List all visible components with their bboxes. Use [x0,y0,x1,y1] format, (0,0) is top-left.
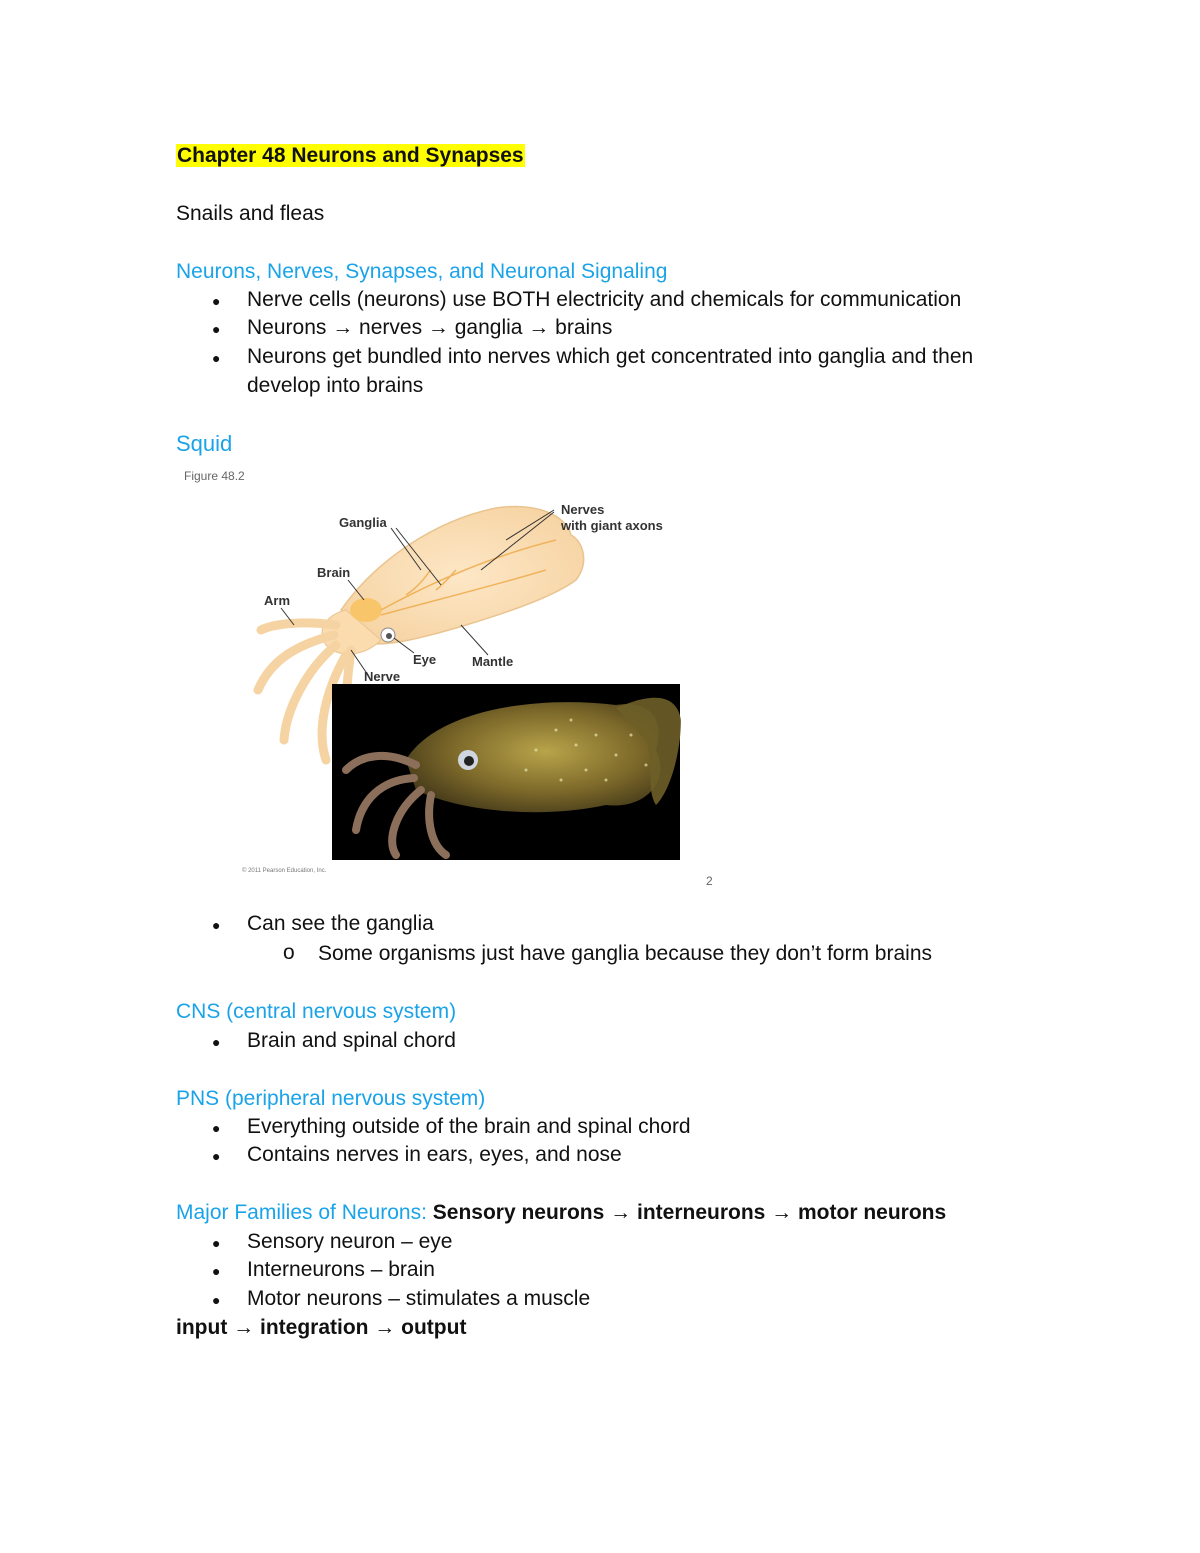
squid-photo-pupil [464,756,474,766]
section-heading-squid: Squid [176,431,233,456]
bullet-icon: ● [212,1148,221,1164]
list-item: Neurons get bundled into nerves which get concentrated into ganglia and then [247,345,974,368]
label-ganglia: Ganglia [339,515,387,530]
subtitle: Snails and fleas [176,202,325,225]
section-heading-pns: PNS (peripheral nervous system) [176,1087,486,1110]
list-item-continuation: develop into brains [247,374,424,397]
sub-list-item: Some organisms just have ganglia because they don’t form brains [318,942,933,965]
slide-page-number: 2 [706,874,713,888]
section-heading-cns: CNS (central nervous system) [176,1000,457,1023]
label-nerve: Nerve [364,669,401,684]
bullet-icon: ● [212,321,221,337]
bullet-icon: ● [212,1263,221,1279]
page-title: Chapter 48 Neurons and Synapses [177,144,524,167]
families-heading-label: Major Families of Neurons: [176,1201,427,1224]
section-heading-families [176,1199,946,1227]
figure-copyright: © 2011 Pearson Education, Inc. [242,868,327,874]
list-item: Can see the ganglia [247,912,434,935]
list-item: Everything outside of the brain and spinal chord [247,1115,691,1138]
list-item: Motor neurons – stimulates a muscle [247,1287,591,1310]
list-item: Brain and spinal chord [247,1029,456,1052]
label-mantle: Mantle [472,654,514,669]
squid-diagram [176,460,760,906]
squid-figure [176,460,760,906]
bullet-icon: ● [212,1120,221,1136]
bullet-icon: ● [212,917,221,933]
summary-line: input → integration → output [176,1316,467,1339]
list-item: Interneurons – brain [247,1258,435,1281]
label-giant-axons: with giant axons [561,518,663,533]
label-arm: Arm [264,593,291,608]
bullet-icon: ● [212,350,221,366]
bullet-icon: ● [212,1235,221,1251]
list-item: Neurons → nerves → ganglia → brains [247,316,613,339]
label-eye: Eye [413,652,437,667]
label-brain: Brain [317,565,351,580]
bullet-icon: ● [212,1292,221,1308]
bullet-icon: ● [212,1034,221,1050]
figure-label: Figure 48.2 [184,469,245,483]
squid-pupil-shape [386,633,392,639]
squid-brain-shape [350,598,382,622]
list-item: Contains nerves in ears, eyes, and nose [247,1143,622,1166]
label-nerves: Nerves [561,502,605,517]
list-item: Sensory neuron – eye [247,1230,453,1253]
families-heading-chain: Sensory neurons → interneurons → motor neurons [432,1201,947,1224]
sub-bullet-icon: o [283,941,295,964]
bullet-icon: ● [212,293,221,309]
list-item: Nerve cells (neurons) use BOTH electricity and chemicals for communication [247,288,962,311]
section-heading-neurons: Neurons, Nerves, Synapses, and Neuronal Signaling [176,260,668,283]
